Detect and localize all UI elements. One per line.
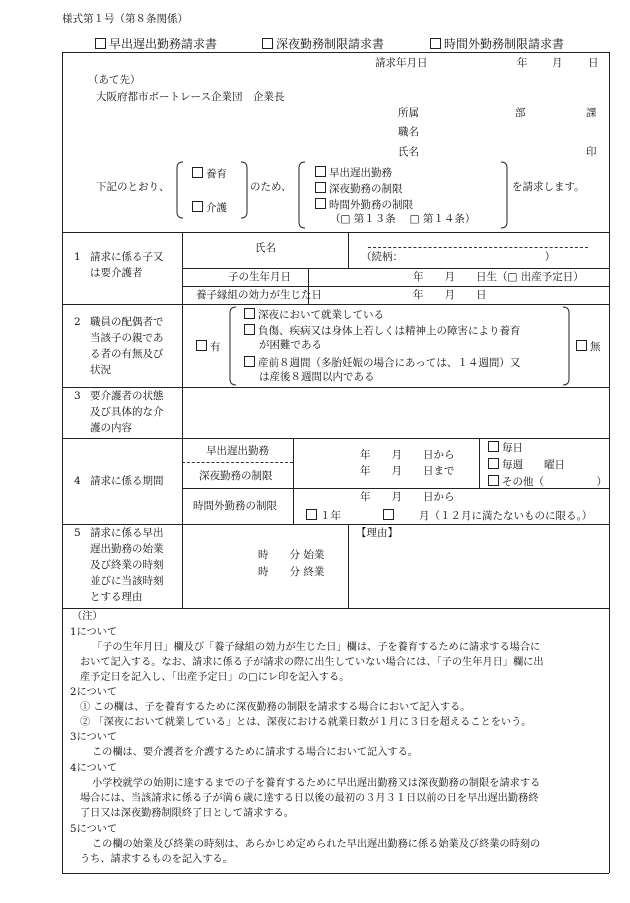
sec2-label-4: 状況	[90, 364, 111, 376]
sec5-end[interactable]: 時 分 終業	[258, 566, 325, 578]
sec1-divider	[348, 232, 349, 268]
sec4-choice-year[interactable]: １年	[306, 509, 341, 522]
purpose-middle: のため、	[250, 181, 292, 193]
date-year-unit: 年	[517, 57, 528, 69]
sec5-start[interactable]: 時 分 始業	[258, 549, 325, 561]
date-month-unit: 月	[552, 57, 563, 69]
sec2-opt2-line2: が困難である	[259, 339, 322, 351]
note5-title: 5について	[70, 824, 118, 835]
option-overtime[interactable]: 時間外勤務の制限	[315, 198, 413, 211]
sec4-divider	[293, 438, 294, 524]
sec4-row2: 深夜勤務の制限	[199, 470, 273, 482]
sec4-dash	[182, 462, 293, 463]
sec4-from[interactable]: 年 月 日から	[360, 449, 455, 461]
sec1-label-1: 請求に係る子又	[90, 251, 164, 263]
sec2-label-3: る者の有無及び	[90, 348, 164, 360]
title-checkbox-3[interactable]	[430, 38, 441, 49]
sec1-adoption-value[interactable]: 年 月 日	[413, 289, 487, 301]
title-early-late: 早出遅出勤務請求書	[95, 38, 217, 50]
purpose-suffix: を請求します。	[512, 181, 585, 193]
sec3-label-3: 護の内容	[90, 422, 132, 434]
note1-line2: おいて記入する。なお、請求に係る子が請求の際に出生していない場合には、「子の生年月日」欄に出	[80, 657, 544, 668]
sec2-none[interactable]: 無	[576, 340, 601, 353]
sec3-label-1: 要介護者の状態	[90, 390, 164, 402]
sec3-number: 3	[74, 390, 81, 402]
sec1-name-label: 氏名	[255, 242, 276, 254]
title-night-limit: 深夜勤務制限請求書	[262, 38, 384, 50]
sec1-birth-value[interactable]: 年 月 日生（□ 出産予定日）	[413, 271, 584, 283]
article-choice: （□ 第１３条 □ 第１４条）	[330, 213, 476, 225]
sec1-number: 1	[74, 251, 81, 263]
sec2-has[interactable]: 有	[196, 340, 221, 353]
name-label: 氏名	[398, 146, 419, 158]
note2-line1: ① この欄は、子を養育するために深夜勤務の制限を請求する場合において記入する。	[80, 702, 471, 713]
sec2-opt3[interactable]: 産前８週間（多胎妊娠の場合にあっては、１４週間）又	[244, 356, 520, 369]
table-bottom	[62, 608, 609, 609]
note4-line2: 場合には、当該請求に係る子が満６歳に達する日以後の最初の３月３１日以前の日を早出遅出勤務終	[80, 793, 539, 804]
dept-unit-bu: 部	[515, 107, 526, 119]
sec2-bracket-right	[562, 307, 570, 385]
bracket-b-right	[500, 162, 508, 228]
request-date-label: 請求年月日	[375, 57, 428, 69]
sec5-label-1: 請求に係る早出	[90, 527, 164, 539]
sec4-line	[182, 488, 609, 489]
sec4-row1: 早出遅出勤務	[206, 445, 269, 457]
sec1-name-field[interactable]	[368, 247, 588, 248]
frame-right	[609, 52, 610, 873]
title-overtime-limit: 時間外勤務制限請求書	[430, 38, 564, 50]
sec2-opt1[interactable]: 深夜において就業している	[244, 308, 384, 321]
sec1-bottom	[62, 304, 609, 305]
sec5-label-5: とする理由	[90, 591, 143, 603]
date-day-unit: 日	[588, 57, 599, 69]
form-label: 様式第１号（第８条関係）	[62, 13, 188, 25]
note5-line2: うち、請求するものを記入する。	[80, 854, 233, 865]
sec4-freq-other[interactable]: その他（ ）	[488, 475, 607, 488]
sec1-line-1	[182, 268, 609, 269]
label-column-line	[182, 232, 183, 608]
note2-title: 2について	[70, 687, 118, 698]
dept-unit-ka: 課	[586, 107, 597, 119]
table-top-line	[62, 232, 609, 233]
addressee: 大阪府都市ボートレース企業団 企業長	[96, 91, 285, 103]
sec2-opt3-line2: は産後８週間以内である	[259, 371, 375, 383]
sec1-relation[interactable]: （続柄： ）	[361, 251, 556, 263]
notes-heading: （注）	[72, 611, 103, 622]
sec2-label-2: 当該子の親であ	[90, 332, 164, 344]
sec5-divider	[348, 524, 349, 608]
note4-title: 4について	[70, 763, 118, 774]
sec5-reason-label: 【理由】	[356, 527, 398, 539]
option-rearing[interactable]: 養育	[192, 167, 227, 180]
addressee-label: （あて先）	[88, 74, 141, 86]
sec3-bottom	[62, 438, 609, 439]
note4-line3: 了日又は深夜勤務制限終了日として請求する。	[80, 808, 294, 819]
sec2-number: 2	[74, 316, 81, 328]
note1-title: 1について	[70, 627, 118, 638]
note3-title: 3について	[70, 732, 118, 743]
frame-bottom	[62, 873, 609, 874]
sec4-row3: 時間外勤務の制限	[193, 500, 277, 512]
sec1-line-2	[182, 286, 609, 287]
sec5-number: 5	[74, 527, 81, 539]
note4-line1: 小学校就学の始期に達するまでの子を養育するために早出遅出勤務又は深夜勤務の制限を請求する	[92, 778, 541, 789]
sec2-bottom	[62, 387, 609, 388]
note3-line1: この欄は、要介護者を介護するために請求する場合において記入する。	[92, 747, 418, 758]
note1-line3: 産予定日を記入し、「出産予定日」の□にレ印を記入する。	[80, 672, 350, 683]
title-checkbox-1[interactable]	[95, 38, 106, 49]
sec4-until[interactable]: 年 月 日まで	[360, 465, 455, 477]
sec2-bracket-left	[229, 307, 237, 385]
sec1-label-2: は要介護者	[90, 267, 143, 279]
sec2-opt2[interactable]: 負傷、疾病又は身体上若しくは精神上の障害により養育	[244, 324, 521, 337]
option-night[interactable]: 深夜勤務の制限	[315, 182, 403, 195]
sec4-divider-2	[479, 438, 480, 488]
sec4-label: 請求に係る期間	[90, 475, 164, 487]
bracket-a-right	[240, 162, 248, 218]
title-checkbox-2[interactable]	[262, 38, 273, 49]
sec4-from3[interactable]: 年 月 日から	[360, 491, 455, 503]
sec4-bottom	[62, 524, 609, 525]
bracket-a-left	[176, 162, 184, 218]
sec4-freq-weekly[interactable]: 毎週 曜日	[488, 458, 565, 471]
frame-top	[62, 52, 609, 53]
option-early-late[interactable]: 早出遅出勤務	[315, 166, 392, 179]
option-care[interactable]: 介護	[192, 201, 227, 214]
sec2-label-1: 職員の配偶者で	[90, 316, 164, 328]
sec5-label-2: 遅出勤務の始業	[90, 543, 164, 555]
sec1-adoption-label: 養子縁組の効力が生じた日	[196, 289, 322, 301]
sec4-choice-month[interactable]: 月（１２月に満たないものに限る。）	[383, 509, 592, 522]
sec3-label-2: 及び具体的な介	[90, 406, 164, 418]
dept-label: 所属	[398, 107, 419, 119]
sec4-number: 4	[74, 475, 81, 487]
purpose-prefix: 下記のとおり、	[96, 181, 170, 193]
position-label: 職名	[398, 126, 419, 138]
note5-line1: この欄の始業及び終業の時刻は、あらかじめ定められた早出遅出勤務に係る始業及び終業の時刻の	[92, 839, 541, 850]
sec4-freq-daily[interactable]: 毎日	[488, 441, 523, 454]
sec1-birth-label: 子の生年月日	[228, 271, 291, 283]
bracket-b-left	[298, 162, 306, 228]
sec5-label-3: 及び終業の時刻	[90, 559, 164, 571]
note1-line1: 「子の生年月日」欄及び「養子縁組の効力が生じた日」欄は、子を養育するために請求する場合に	[92, 642, 541, 653]
note2-line2: ② 「深夜において就業している」とは、深夜における就業日数が１月に３日を超えることをいう。	[80, 717, 532, 728]
sec5-label-4: 並びに当該時刻	[90, 575, 164, 587]
frame-left	[62, 52, 63, 873]
seal-mark: 印	[586, 146, 597, 158]
